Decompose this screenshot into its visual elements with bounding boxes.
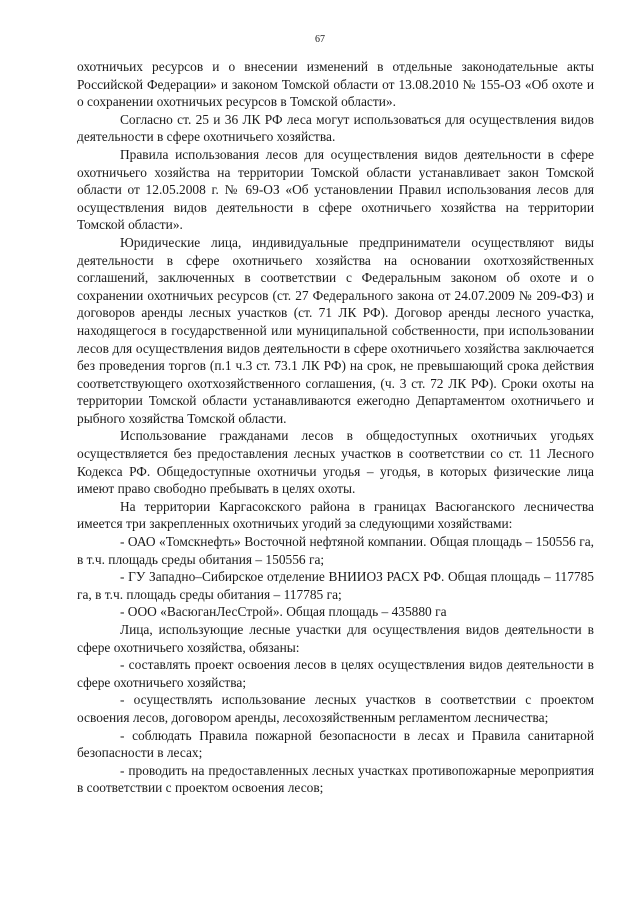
list-item-fire-safety-rules: - соблюдать Правила пожарной безопасности в лесах и Правила санитарной безопасности в лесах; (77, 727, 594, 761)
paragraph-kargasok-district: На территории Каргасокского района в границах Васюганского лесничества имеется три закрепленных охотничьих угодий за следующими хозяйствами: (77, 498, 594, 532)
paragraph-public-hunting-grounds: Использование гражданами лесов в общедоступных охотничьих угодьях осуществляется без предоставления лесных участков в соответствии со ст. 11 Лесного Кодекса РФ. Общедоступные охотничьи угодья – угодья, в которых физические лица имеют право свободно пребывать в целях охоты. (77, 428, 594, 497)
paragraph-forest-code-articles: Согласно ст. 25 и 36 ЛК РФ леса могут использоваться для осуществления видов деятельности в сфере охотничьего хозяйства. (77, 111, 594, 145)
list-item-use-per-project: - осуществлять использование лесных участков в соответствии с проектом освоения лесов, договором аренды, лесохозяйственным регламентом лесничества; (77, 692, 594, 725)
page-number: 67 (315, 34, 325, 45)
paragraph-forest-use-rules: Правила использования лесов для осуществления видов деятельности в сфере охотничьего хозяйства на территории Томской области устанавливает закон Томской области от 12.05.2008 г. № 69-ОЗ «Об установлении Правил использования лесов для осуществления видов деятельности в сфере охотничьего хозяйства на территории Томской области». (77, 146, 594, 233)
document-body (77, 58, 594, 797)
paragraph-obligations-intro: Лица, использующие лесные участки для осуществления видов деятельности в сфере охотничьего хозяйства, обязаны: (77, 622, 594, 655)
list-item-development-project: - составлять проект освоения лесов в целях осуществления видов деятельности в сфере охотничьего хозяйства; (77, 657, 594, 690)
list-item-vniioz: - ГУ Западно–Сибирское отделение ВНИИОЗ РАСХ РФ. Общая площадь – 117785 га, в т.ч. площадь среды обитания – 117785 га; (77, 569, 594, 602)
paragraph-legal-entities: Юридические лица, индивидуальные предприниматели осуществляют виды деятельности в сфере охотничьего хозяйства на основании охотхозяйственных соглашений, заключенных в соответствии с Федеральным законом об охоте и о сохранении охотничьих ресурсов (ст. 27 Федерального закона от 24.07.2009 № 209-ФЗ) и договоров аренды лесных участков (ст. 71 ЛК РФ). Договор аренды лесного участка, находящегося в государственной или муниципальной собственности, при использовании лесов для осуществления видов деятельности в сфере охотничьего хозяйства заключается без проведения торгов (п.1 ч.3 ст. 73.1 ЛК РФ) на срок, не превышающий срока действия соответствующего охотхозяйственного соглашения, (ч. 3 ст. 72 ЛК РФ). Сроки охоты на территории Томской области устанавливаются ежегодно Департаментом охотничьего и рыбного хозяйства Томской области. (77, 234, 594, 426)
list-item-vasyuganlesstroy: - ООО «ВасюганЛесСтрой». Общая площадь – 435880 га (120, 604, 447, 620)
list-item-tomskneft: - ОАО «Томскнефть» Восточной нефтяной компании. Общая площадь – 150556 га, в т.ч. площадь среды обитания – 150556 га; (77, 534, 594, 567)
list-item-fire-prevention: - проводить на предоставленных лесных участках противопожарные мероприятия в соответствии с проектом освоения лесов; (77, 762, 594, 796)
paragraph-hunting-law-reference: охотничьих ресурсов и о внесении изменений в отдельные законодательные акты Российской Федерации» и законом Томской области от 13.08.2010 № 155-ОЗ «Об охоте и о сохранении охотничьих ресурсов в Томской области». (77, 59, 594, 110)
